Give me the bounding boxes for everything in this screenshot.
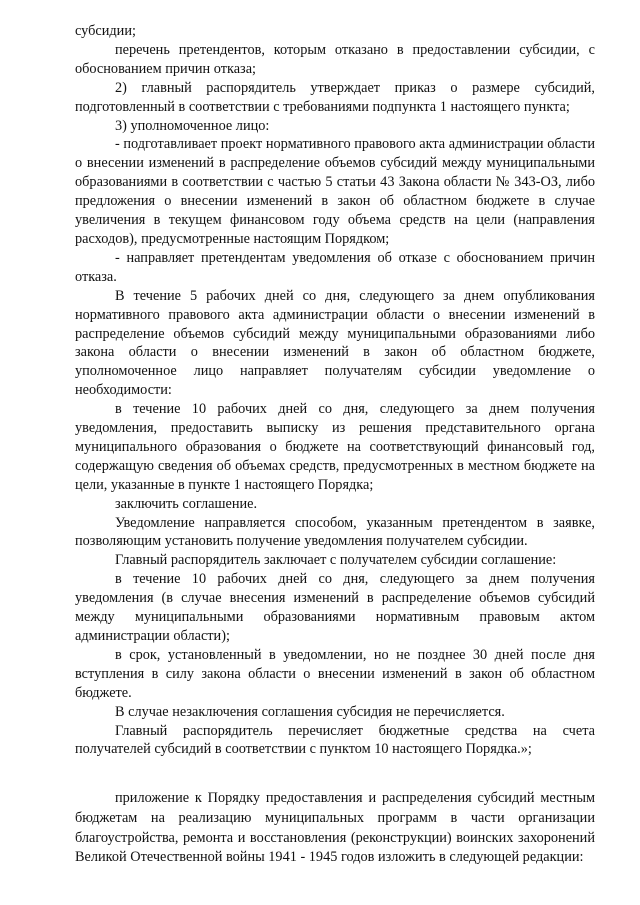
paragraph: приложение к Порядку предоставления и распределения субсидий местным бюджетам на реализацию муниципальных программ в части организации благоустройства, ремонта и восстановления (реконструкции) воинских захоронений Великой Отечественной войны 1941 - 1945 годов изложить в следующей редакции: <box>75 790 595 866</box>
paragraph: 3) уполномоченное лицо: <box>115 117 270 134</box>
paragraph: Главный распорядитель заключает с получателем субсидии соглашение: <box>115 552 557 569</box>
paragraph: Уведомление направляется способом, указанным претендентом в заявке, позволяющим установить получение уведомления получателем субсидии. <box>75 514 595 550</box>
paragraph: в течение 10 рабочих дней со дня, следующего за днем получения уведомления, предоставить выписку из решения представительного органа муниципального образования о бюджете на соответствующий финансовый год, содержащую сведения об объемах средств, предусмотренных в местном бюджете на цели, указанные в пункте 1 настоящего Порядка; <box>75 401 595 493</box>
paragraph: в срок, установленный в уведомлении, но не позднее 30 дней после дня вступления в силу закона области о внесении изменений в закон об областном бюджете. <box>75 646 595 701</box>
paragraph: - подготавливает проект нормативного правового акта администрации области о внесении изменений в распределение объемов субсидий между муниципальными образованиями в соответствии с частью 5 статьи 43 Закона области № 343-ОЗ, либо предложения о внесении изменений в закон об областном бюджете в случае увеличения в текущем финансовом году объема средств на цели (направления расходов), предусмотренные настоящим Порядком; <box>75 136 595 247</box>
paragraph: Главный распорядитель перечисляет бюджетные средства на счета получателей субсидий в соответствии с пунктом 10 настоящего Порядка.»; <box>75 722 595 758</box>
paragraph: - направляет претендентам уведомления об отказе с обоснованием причин отказа. <box>75 249 595 285</box>
document-body <box>75 22 595 868</box>
paragraph: В течение 5 рабочих дней со дня, следующего за днем опубликования нормативного правового акта администрации области о внесении изменений в распределение объемов субсидий между муниципальными образованиями либо закона области о внесении изменений в закон об областном бюджете, уполномоченное лицо направляет получателям субсидии уведомление о необходимости: <box>75 287 595 399</box>
paragraph: заключить соглашение. <box>115 495 258 512</box>
paragraph-spacer <box>75 759 595 789</box>
paragraph: В случае незаключения соглашения субсидия не перечисляется. <box>115 703 505 720</box>
paragraph: субсидии; <box>75 23 136 39</box>
paragraph: в течение 10 рабочих дней со дня, следующего за днем получения уведомления (в случае внесения изменений в распределение объемов субсидий между муниципальными образованиями нормативным правовым актом администрации области); <box>75 571 595 644</box>
paragraph: 2) главный распорядитель утверждает приказ о размере субсидий, подготовленный в соответствии с требованиями подпункта 1 настоящего пункта; <box>75 79 595 115</box>
paragraph: перечень претендентов, которым отказано в предоставлении субсидии, с обоснованием причин отказа; <box>75 41 595 77</box>
